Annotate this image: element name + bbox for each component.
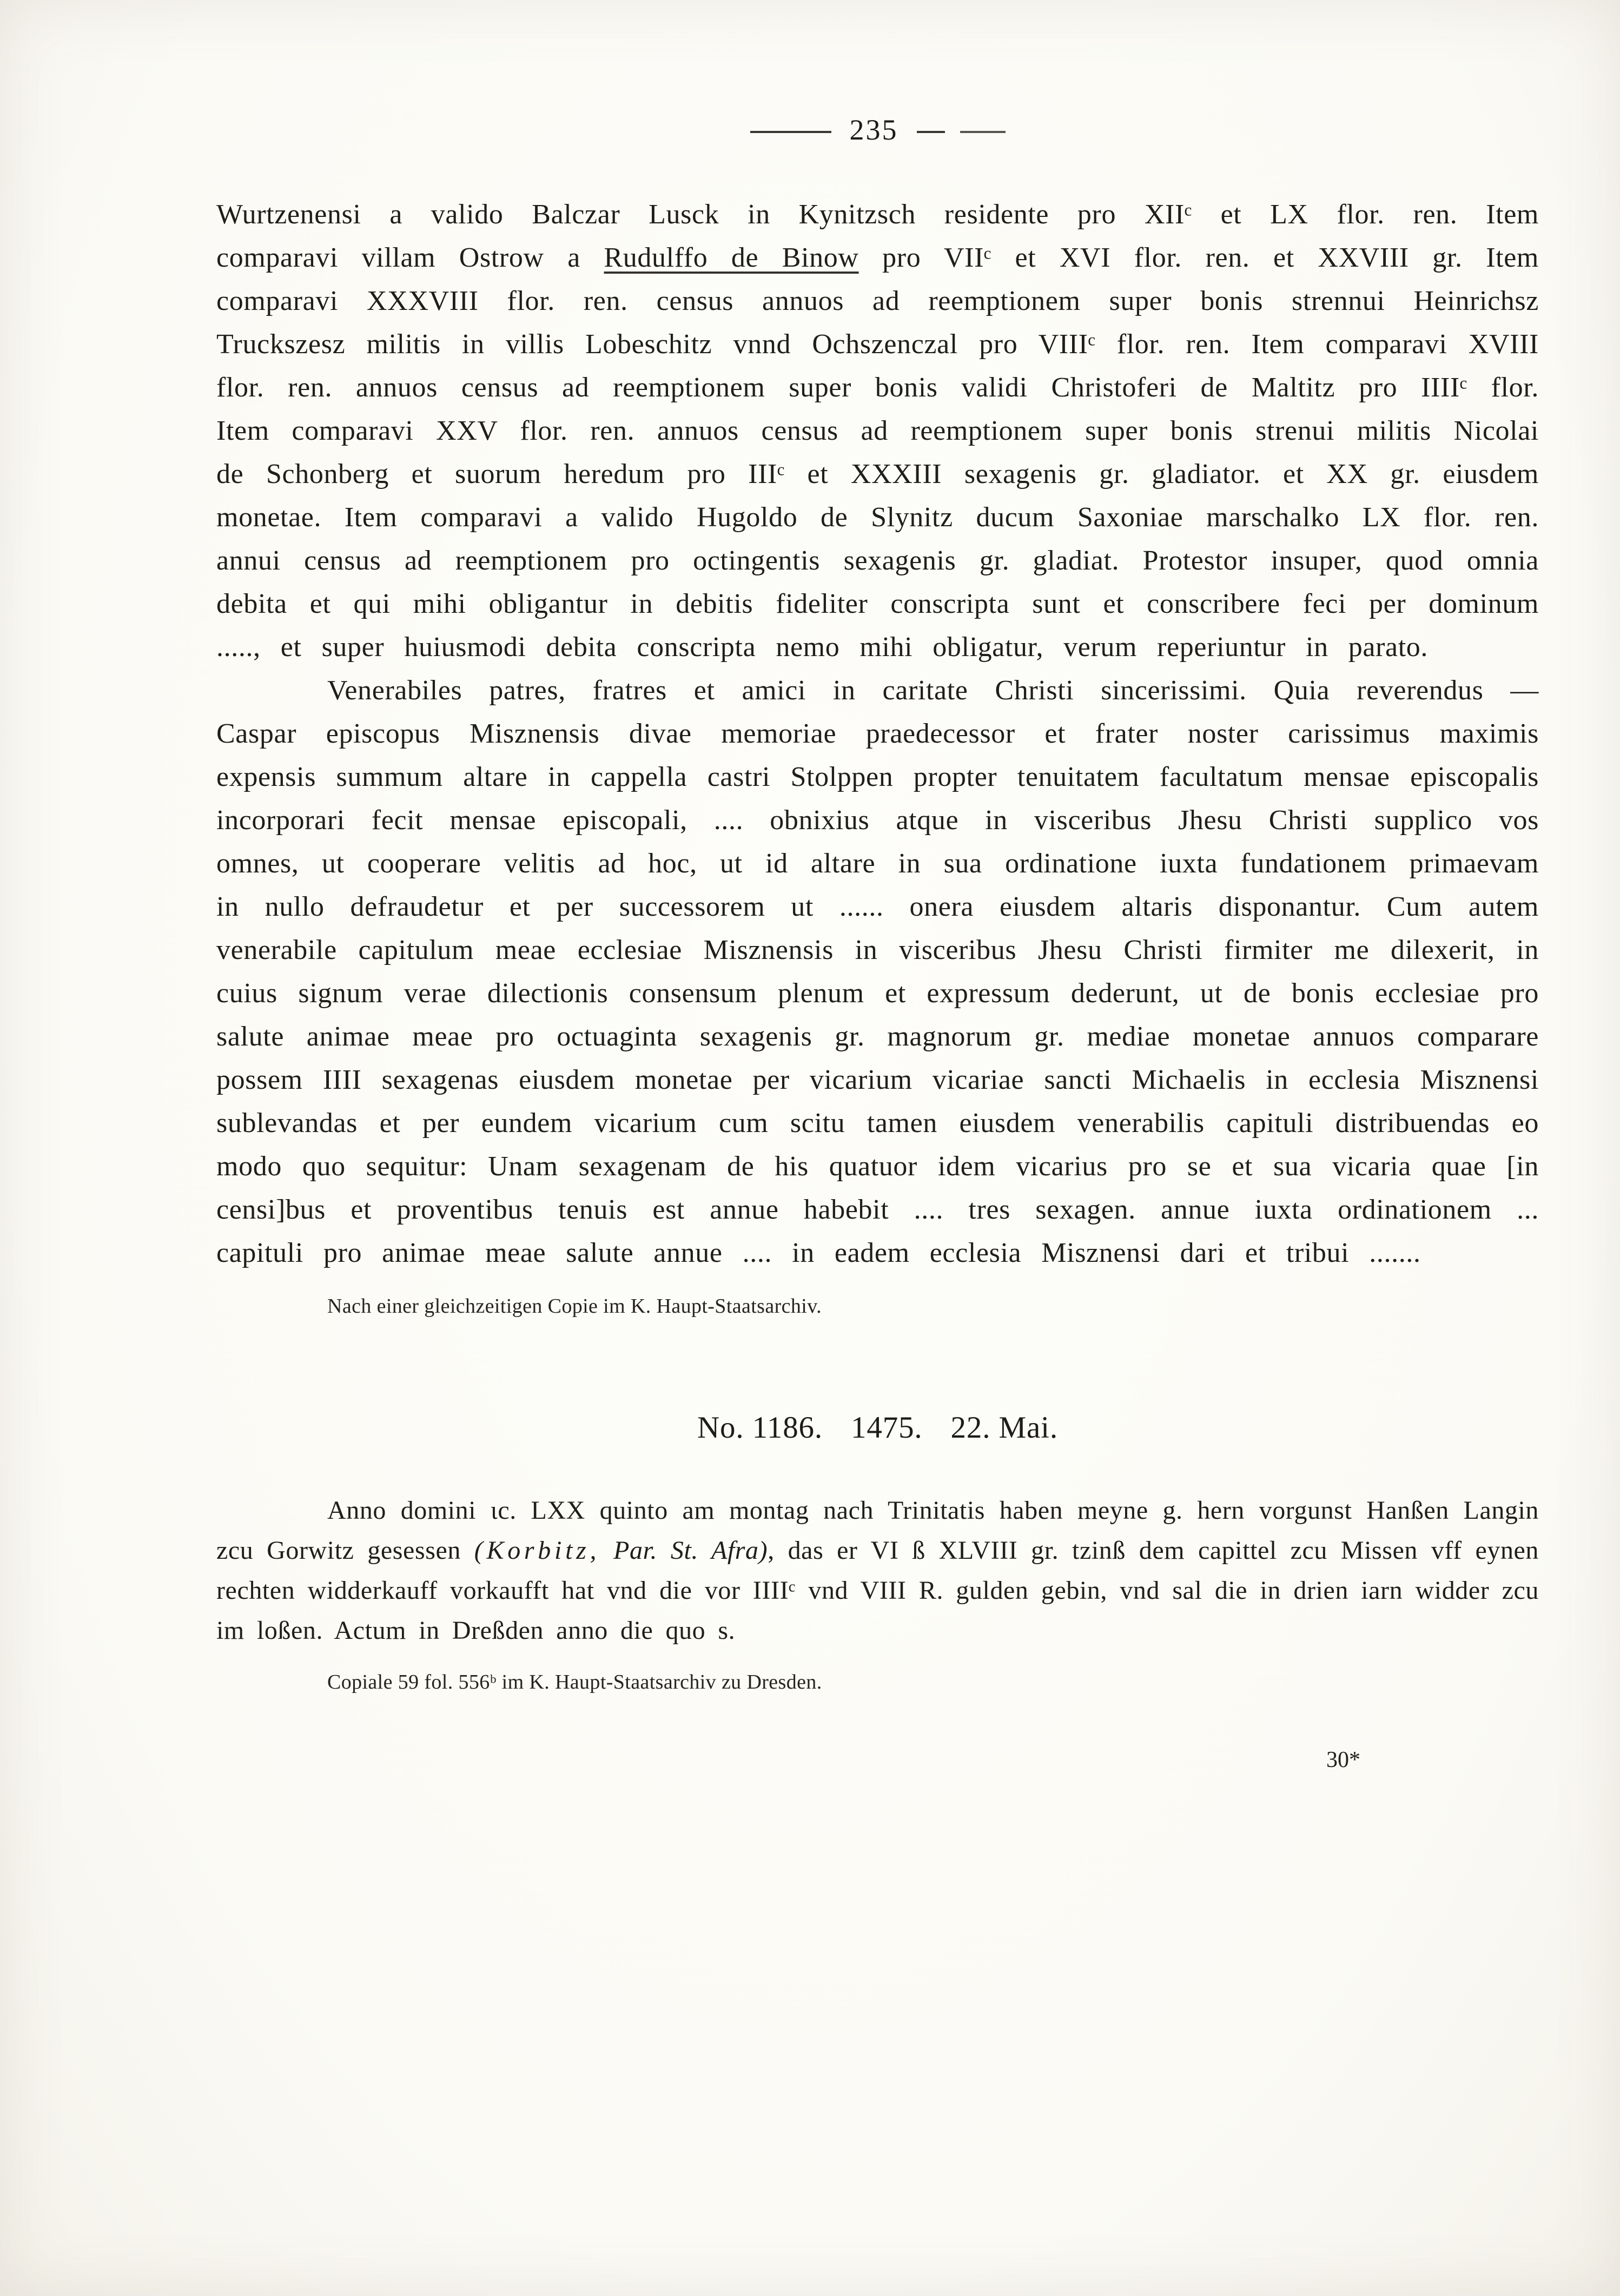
entry-1186-paragraph [216, 1491, 1539, 1651]
header-rule-right [960, 131, 1006, 133]
entry-1186-heading [216, 1410, 1539, 1445]
paragraph-text: Wurtzenensi a valido Balczar Lusck in Kynitzsch residente pro XIIᶜ et LX flor. ren. Item comparavi villam Ostrow a [216, 199, 1539, 273]
entry-prev-paragraph-1 [216, 193, 1539, 669]
page-header [216, 0, 1539, 149]
paragraph-text: pro VIIᶜ et XVI flor. ren. et XXVIII gr. Item comparavi XXXVIII flor. ren. census annuos ad reemptionem super bonis strennui Heinrichsz Truckszesz militis in villis Lobeschitz vnnd Ochszenczal pro VIIIᶜ flor. ren. Item comparavi XVIII flor. ren. annuos census ad reemptionem super bonis validi Christoferi de Maltitz pro IIIIᶜ flor. Item comparavi XXV flor. ren. annuos census ad reemptionem super bonis strenui militis Nicolai de Schonberg et suorum heredum pro IIIᶜ et XXXIII sexagenis gr. gladiator. et XX gr. eiusdem monetae. Item comparavi a valido Hugoldo de Slynitz ducum Saxoniae marschalko LX flor. ren. annui census ad reemptionem pro octingentis sexagenis gr. gladiat. Protestor insuper, quod omnia debita et qui mihi obligantur in debitis fideliter conscripta sunt et conscribere feci per dominum ....., et super huiusmodi debita conscripta nemo mihi obligatur, verum reperiuntur in parato. [216, 242, 1539, 663]
entry-number: No. 1186. [697, 1411, 823, 1445]
entry-1186-source-note: Copiale 59 fol. 556ᵇ im K. Haupt-Staatsarchiv zu Dresden. [327, 1671, 822, 1693]
entry-date: 22. Mai. [950, 1411, 1058, 1445]
parenthetical-italic: Par. St. Afra) [600, 1536, 768, 1565]
entry-year: 1475. [851, 1411, 923, 1445]
header-rule-left [750, 131, 831, 133]
signature-mark: 30* [1326, 1748, 1360, 1772]
entry-prev-source-note: Nach einer gleichzeitigen Copie im K. Haupt-Staatsarchiv. [327, 1295, 822, 1318]
underlined-phrase: Rudulffo de Binow [604, 242, 859, 273]
header-rule-mid [917, 131, 945, 133]
page-number: 235 [849, 114, 898, 146]
place-name-italic: (Korbitz, [474, 1536, 600, 1565]
paragraph-text: Anno domini ɩc. LXX quinto am montag nach Trinitatis haben meyne g. hern vorgunst Hanßen Langin zcu Gorwitz gesessen [216, 1496, 1539, 1565]
paragraph-text: , das er VI ß XLVIII gr. tzinß dem capittel zcu Missen vff eynen rechten widderkauff vorkaufft hat vnd die vor IIIIᶜ vnd VIII R. gulden gebin, vnd sal die in drien iarn widder zcu im loßen. Actum in Dreßden anno die quo s. [216, 1536, 1539, 1645]
entry-prev-paragraph-2: Venerabiles patres, fratres et amici in caritate Christi sincerissimi. Quia reverendus — Caspar episcopus Misznensis divae memoriae praedecessor et frater noster carissimus maximis expensis summum altare in cappella castri Stolppen propter tenuitatem facultatum mensae episcopalis incorporari fecit mensae episcopali, .... obnixius atque in visceribus Jhesu Christi supplico vos omnes, ut cooperare velitis ad hoc, ut id altare in sua ordinatione iuxta fundationem primaevam in nullo defraudetur et per successorem ut ...... onera eiusdem altaris disponantur. Cum autem venerabile capitulum meae ecclesiae Misznensis in visceribus Jhesu Christi firmiter me dilexerit, in cuius signum verae dilectionis consensum plenum et expressum dederunt, ut de bonis ecclesiae pro salute animae meae pro octuaginta sexagenis gr. magnorum gr. mediae monetae annuos comparare possem IIII sexagenas eiusdem monetae per vicarium vicariae sancti Michaelis in ecclesia Misznensi sublevandas et per eundem vicarium cum scitu tamen eiusdem venerabilis capituli distribuendas eo modo quo sequitur: Unam sexagenam de his quatuor idem vicarius pro se et sua vicaria quae [in censi]bus et proventibus tenuis est annue habebit .... tres sexagen. annue iuxta ordinationem ... capituli pro animae meae salute annue .... in eadem ecclesia Misznensi dari et tribui ....... [216, 675, 1539, 1268]
text-column [216, 0, 1539, 1773]
